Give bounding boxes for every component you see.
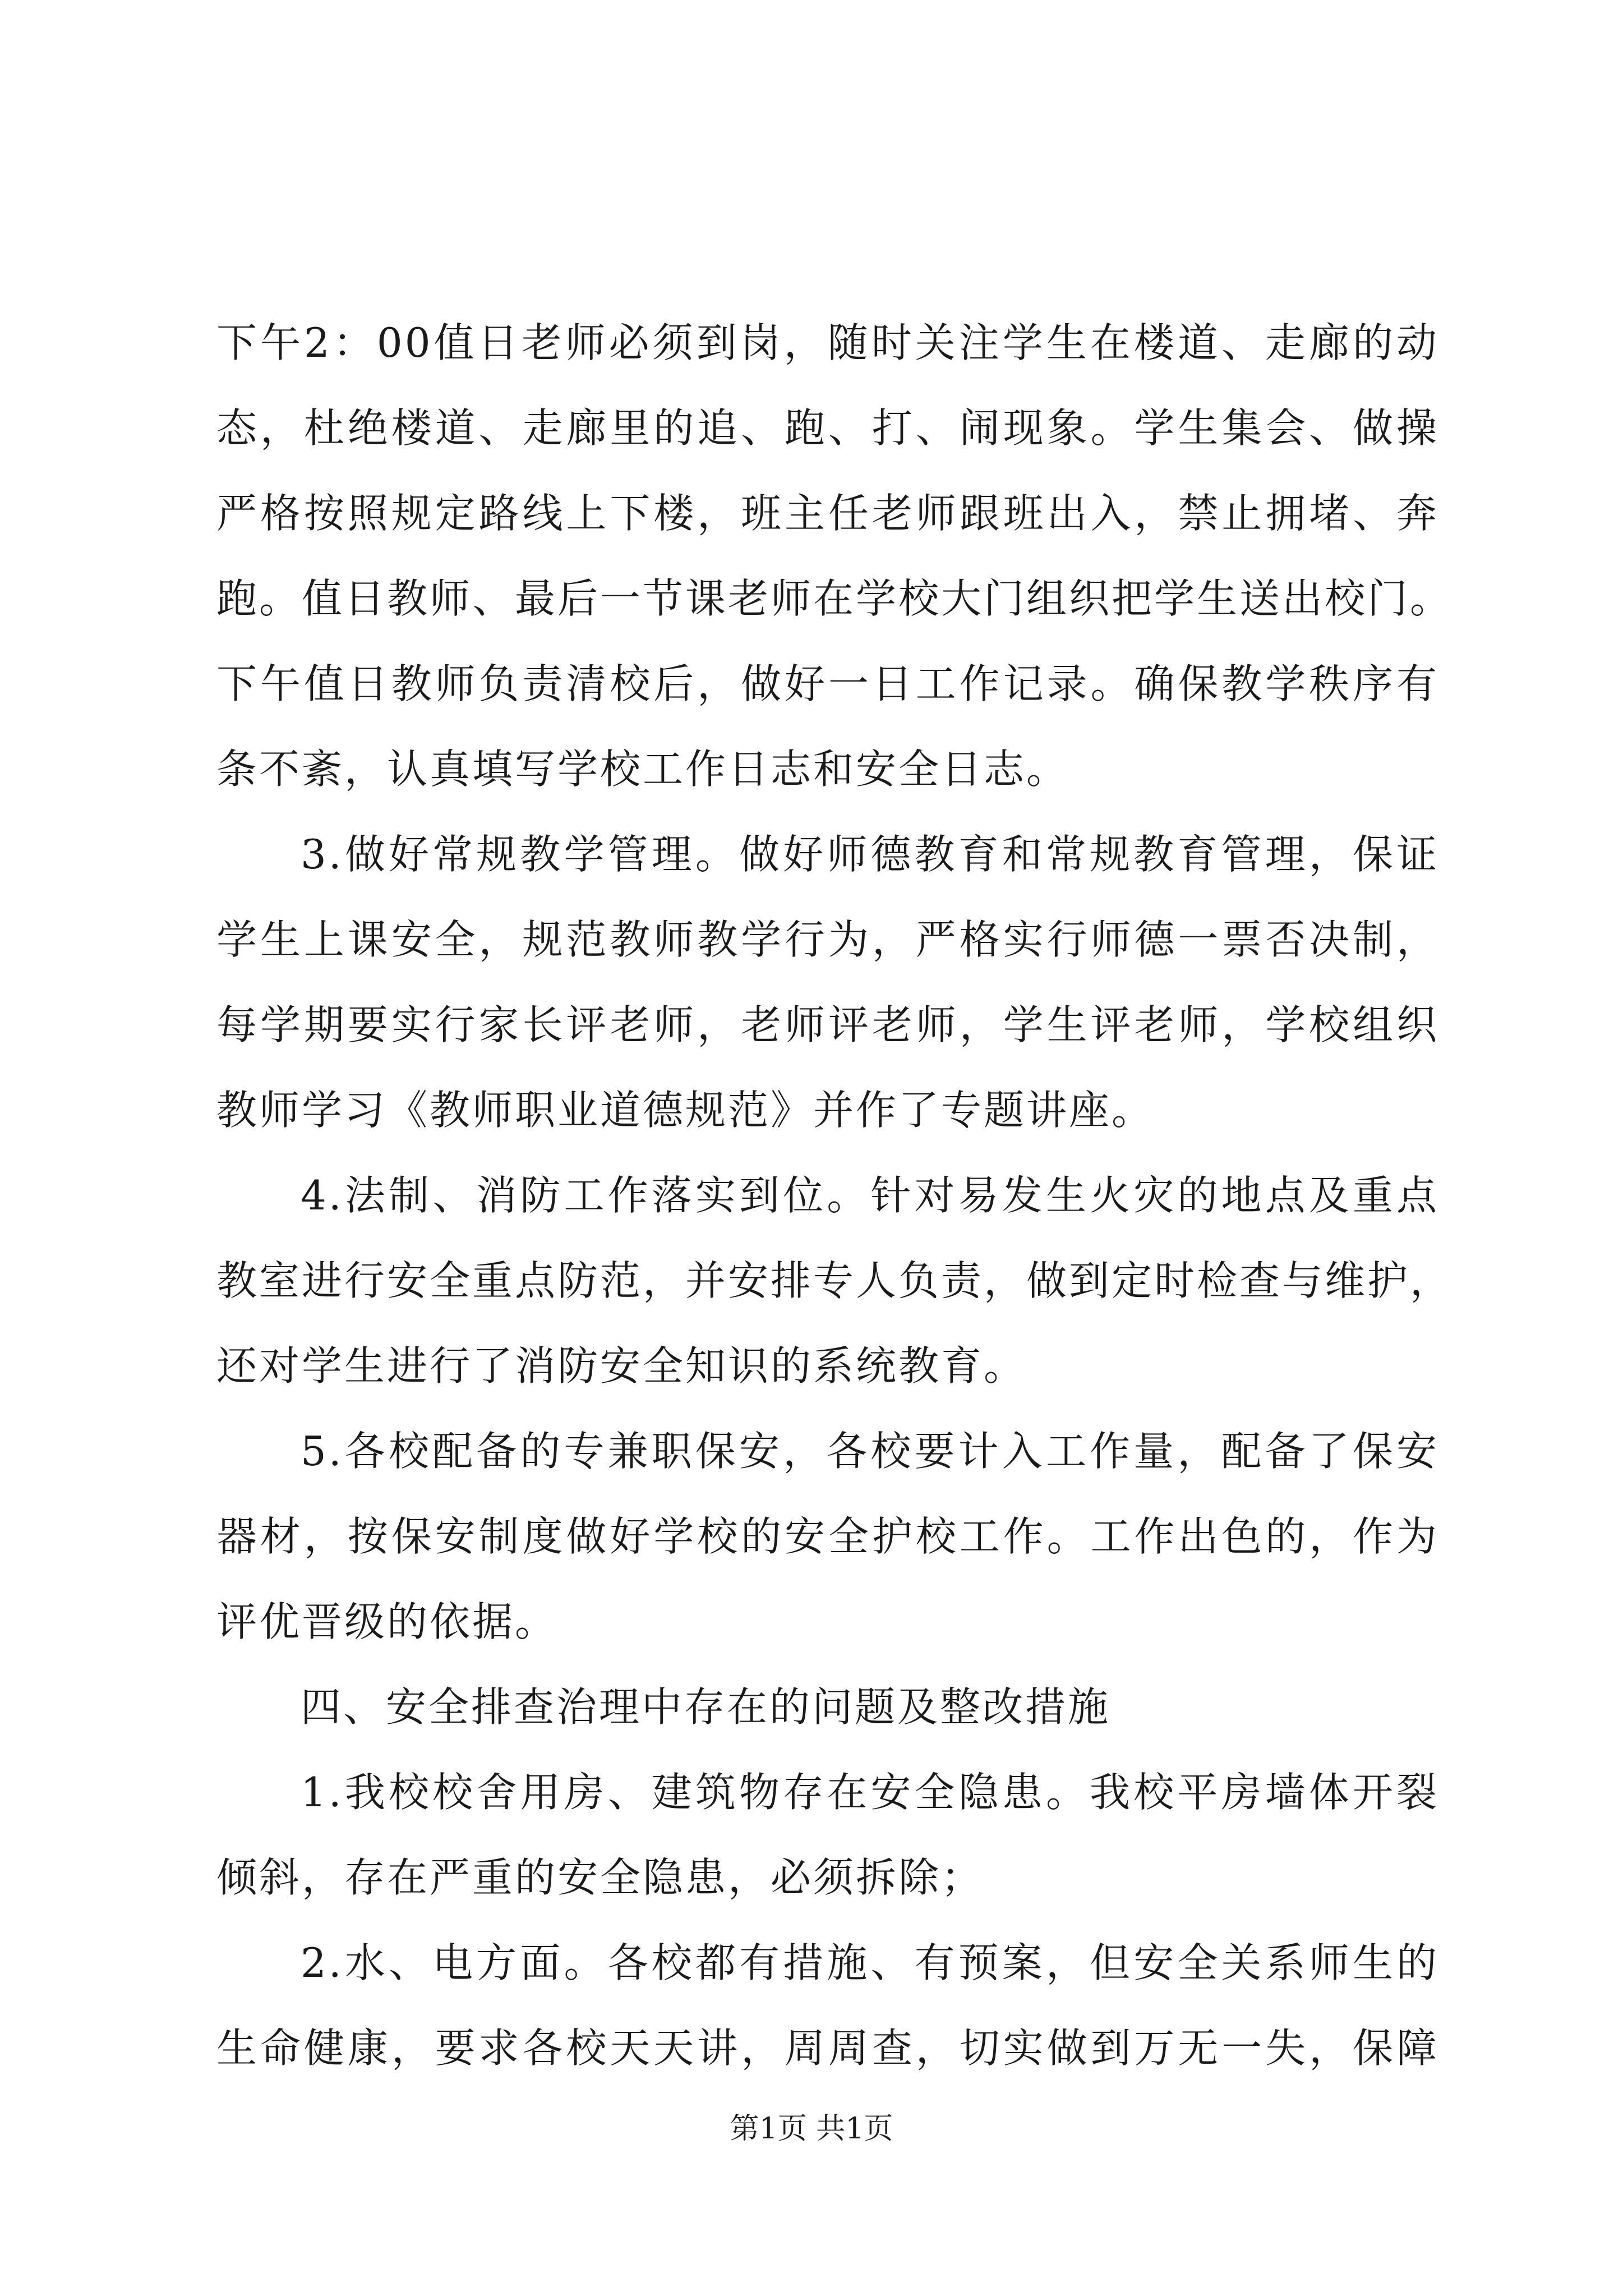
text-line: 态，杜绝楼道、走廊里的追、跑、打、闹现象。学生集会、做操 (216, 404, 1439, 452)
text-line: 2.水、电方面。各校都有措施、有预案，但安全关系师生的 (301, 1939, 1439, 1986)
text-line: 倾斜，存在严重的安全隐患，必须拆除； (216, 1854, 984, 1901)
text-line: 条不紊，认真填写学校工作日志和安全日志。 (216, 746, 1069, 793)
text-line: 3.做好常规教学管理。做好师德教育和常规教育管理，保证 (301, 831, 1439, 878)
text-line: 下午值日教师负责清校后，做好一日工作记录。确保教学秩序有 (216, 660, 1439, 707)
text-line: 教师学习《教师职业道德规范》并作了专题讲座。 (216, 1087, 1155, 1134)
text-line: 教室进行安全重点防范，并安排专人负责，做到定时检查与维护， (216, 1257, 1453, 1304)
text-line: 严格按照规定路线上下楼，班主任老师跟班出入，禁止拥堵、奔 (216, 490, 1439, 537)
page-footer: 第1页 共1页 (730, 2112, 893, 2146)
text-line: 4.法制、消防工作落实到位。针对易发生火灾的地点及重点 (301, 1172, 1439, 1219)
text-line: 评优晋级的依据。 (216, 1598, 558, 1645)
text-line: 还对学生进行了消防安全知识的系统教育。 (216, 1342, 1027, 1389)
text-line: 生命健康，要求各校天天讲，周周查，切实做到万无一失，保障 (216, 2024, 1439, 2072)
document-body (216, 300, 1453, 2091)
text-line: 四、安全排查治理中存在的问题及整改措施 (301, 1683, 1111, 1731)
text-line: 1.我校校舍用房、建筑物存在安全隐患。我校平房墙体开裂 (301, 1769, 1439, 1816)
text-line: 下午2：00值日老师必须到岗，随时关注学生在楼道、走廊的动 (216, 319, 1439, 366)
text-line: 学生上课安全，规范教师教学行为，严格实行师德一票否决制， (216, 916, 1439, 963)
text-line: 每学期要实行家长评老师，老师评老师，学生评老师，学校组织 (216, 1001, 1439, 1048)
text-line: 跑。值日教师、最后一节课老师在学校大门组织把学生送出校门。 (216, 575, 1453, 622)
text-line: 器材，按保安制度做好学校的安全护校工作。工作出色的，作为 (216, 1513, 1439, 1560)
text-line: 5.各校配备的专兼职保安，各校要计入工作量，配备了保安 (301, 1428, 1439, 1475)
